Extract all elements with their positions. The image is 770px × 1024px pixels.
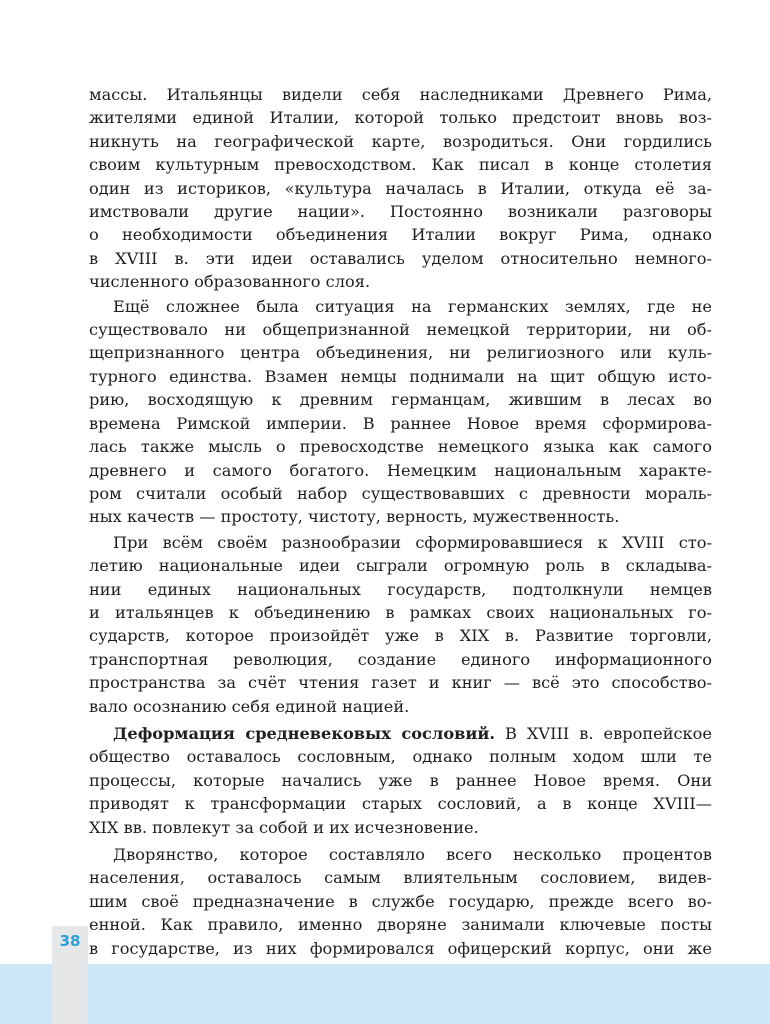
text-line: пространства за счёт чтения газет и книг — всё это способство-	[89, 673, 712, 693]
text-line: общество оставалось сословным, однако полным ходом шли те	[89, 747, 712, 767]
page-number: 38	[59, 932, 81, 950]
text-line: шим своё предназначение в службе государю, прежде всего во-	[89, 891, 712, 911]
text-line: Дворянство, которое составляло всего несколько процентов	[113, 845, 712, 864]
text-line: лась также мысль о превосходстве немецкого языка как самого	[89, 437, 712, 457]
text-line: транспортная революция, создание единого информационного	[89, 649, 712, 669]
text-line: рию, восходящую к древним германцам, жившим в лесах во	[89, 390, 712, 410]
text-line: имствовали другие нации». Постоянно возникали разговоры	[89, 202, 712, 222]
text-line: XIX вв. повлекут за собой и их исчезновение.	[89, 817, 479, 837]
text-line: турного единства. Взамен немцы поднимали на щит общую исто-	[89, 366, 712, 386]
text-line	[89, 722, 712, 745]
text-line: Ещё сложнее была ситуация на германских землях, где не	[113, 296, 712, 316]
text-line: вало осознанию себя единой нацией.	[89, 696, 410, 716]
text-line: в государстве, из них формировался офицерский корпус, они же	[89, 938, 712, 958]
text-line: сударств, которое произойдёт уже в XIX в. Развитие торговли,	[89, 626, 712, 646]
text-line: о необходимости объединения Италии вокруг Рима, однако	[89, 225, 712, 245]
text-line: ром считали особый набор существовавших с древности мораль-	[89, 483, 712, 503]
text-line: населения, оставалось самым влиятельным сословием, видев-	[89, 868, 712, 888]
text-line: нии единых национальных государств, подтолкнули немцев	[89, 579, 712, 599]
paragraph	[89, 531, 712, 718]
body-text	[89, 83, 712, 960]
paragraph	[89, 843, 712, 960]
text-line: никнуть на географической карте, возродиться. Они гордились	[89, 131, 712, 151]
text-line: щепризнанного центра объединения, ни религиозного или куль-	[89, 343, 712, 363]
text-line: в XVIII в. эти идеи оставались уделом относительно немного-	[89, 248, 712, 268]
text-line: приводят к трансформации старых сословий, а в конце XVIII—	[89, 794, 712, 814]
text-line: енной. Как правило, именно дворяне занимали ключевые посты	[89, 915, 712, 935]
text-line: времена Римской империи. В раннее Новое время сформирова-	[89, 413, 712, 433]
paragraph	[89, 83, 712, 294]
text-line: жителями единой Италии, которой только предстоит вновь воз-	[89, 108, 712, 128]
text-line: массы. Итальянцы видели себя наследниками Древнего Рима,	[89, 85, 712, 104]
footer-band	[0, 964, 770, 1024]
text-line: один из историков, «культура началась в Италии, откуда её за-	[89, 178, 712, 198]
text-line: и итальянцев к объединению в рамках своих национальных го-	[89, 602, 712, 622]
paragraph	[89, 722, 712, 839]
text-line: процессы, которые начались уже в раннее Новое время. Они	[89, 770, 712, 790]
text-line: существовало ни общепризнанной немецкой территории, ни об-	[89, 320, 712, 340]
text-line: летию национальные идеи сыграли огромную роль в складыва-	[89, 556, 712, 576]
text-line: При всём своём разнообразии сформировавшиеся к XVIII сто-	[113, 532, 712, 552]
heading-line-rest: В XVIII в. европейское	[495, 723, 712, 743]
section-heading: Деформация средневековых сословий.	[113, 723, 496, 743]
paragraph	[89, 295, 712, 529]
text-line: численного образованного слоя.	[89, 272, 371, 292]
text-line: древнего и самого богатого. Немецким национальным характе-	[89, 460, 712, 480]
text-line: ных качеств — простоту, чистоту, верность, мужественность.	[89, 507, 620, 527]
text-line: своим культурным превосходством. Как писал в конце столетия	[89, 155, 712, 175]
